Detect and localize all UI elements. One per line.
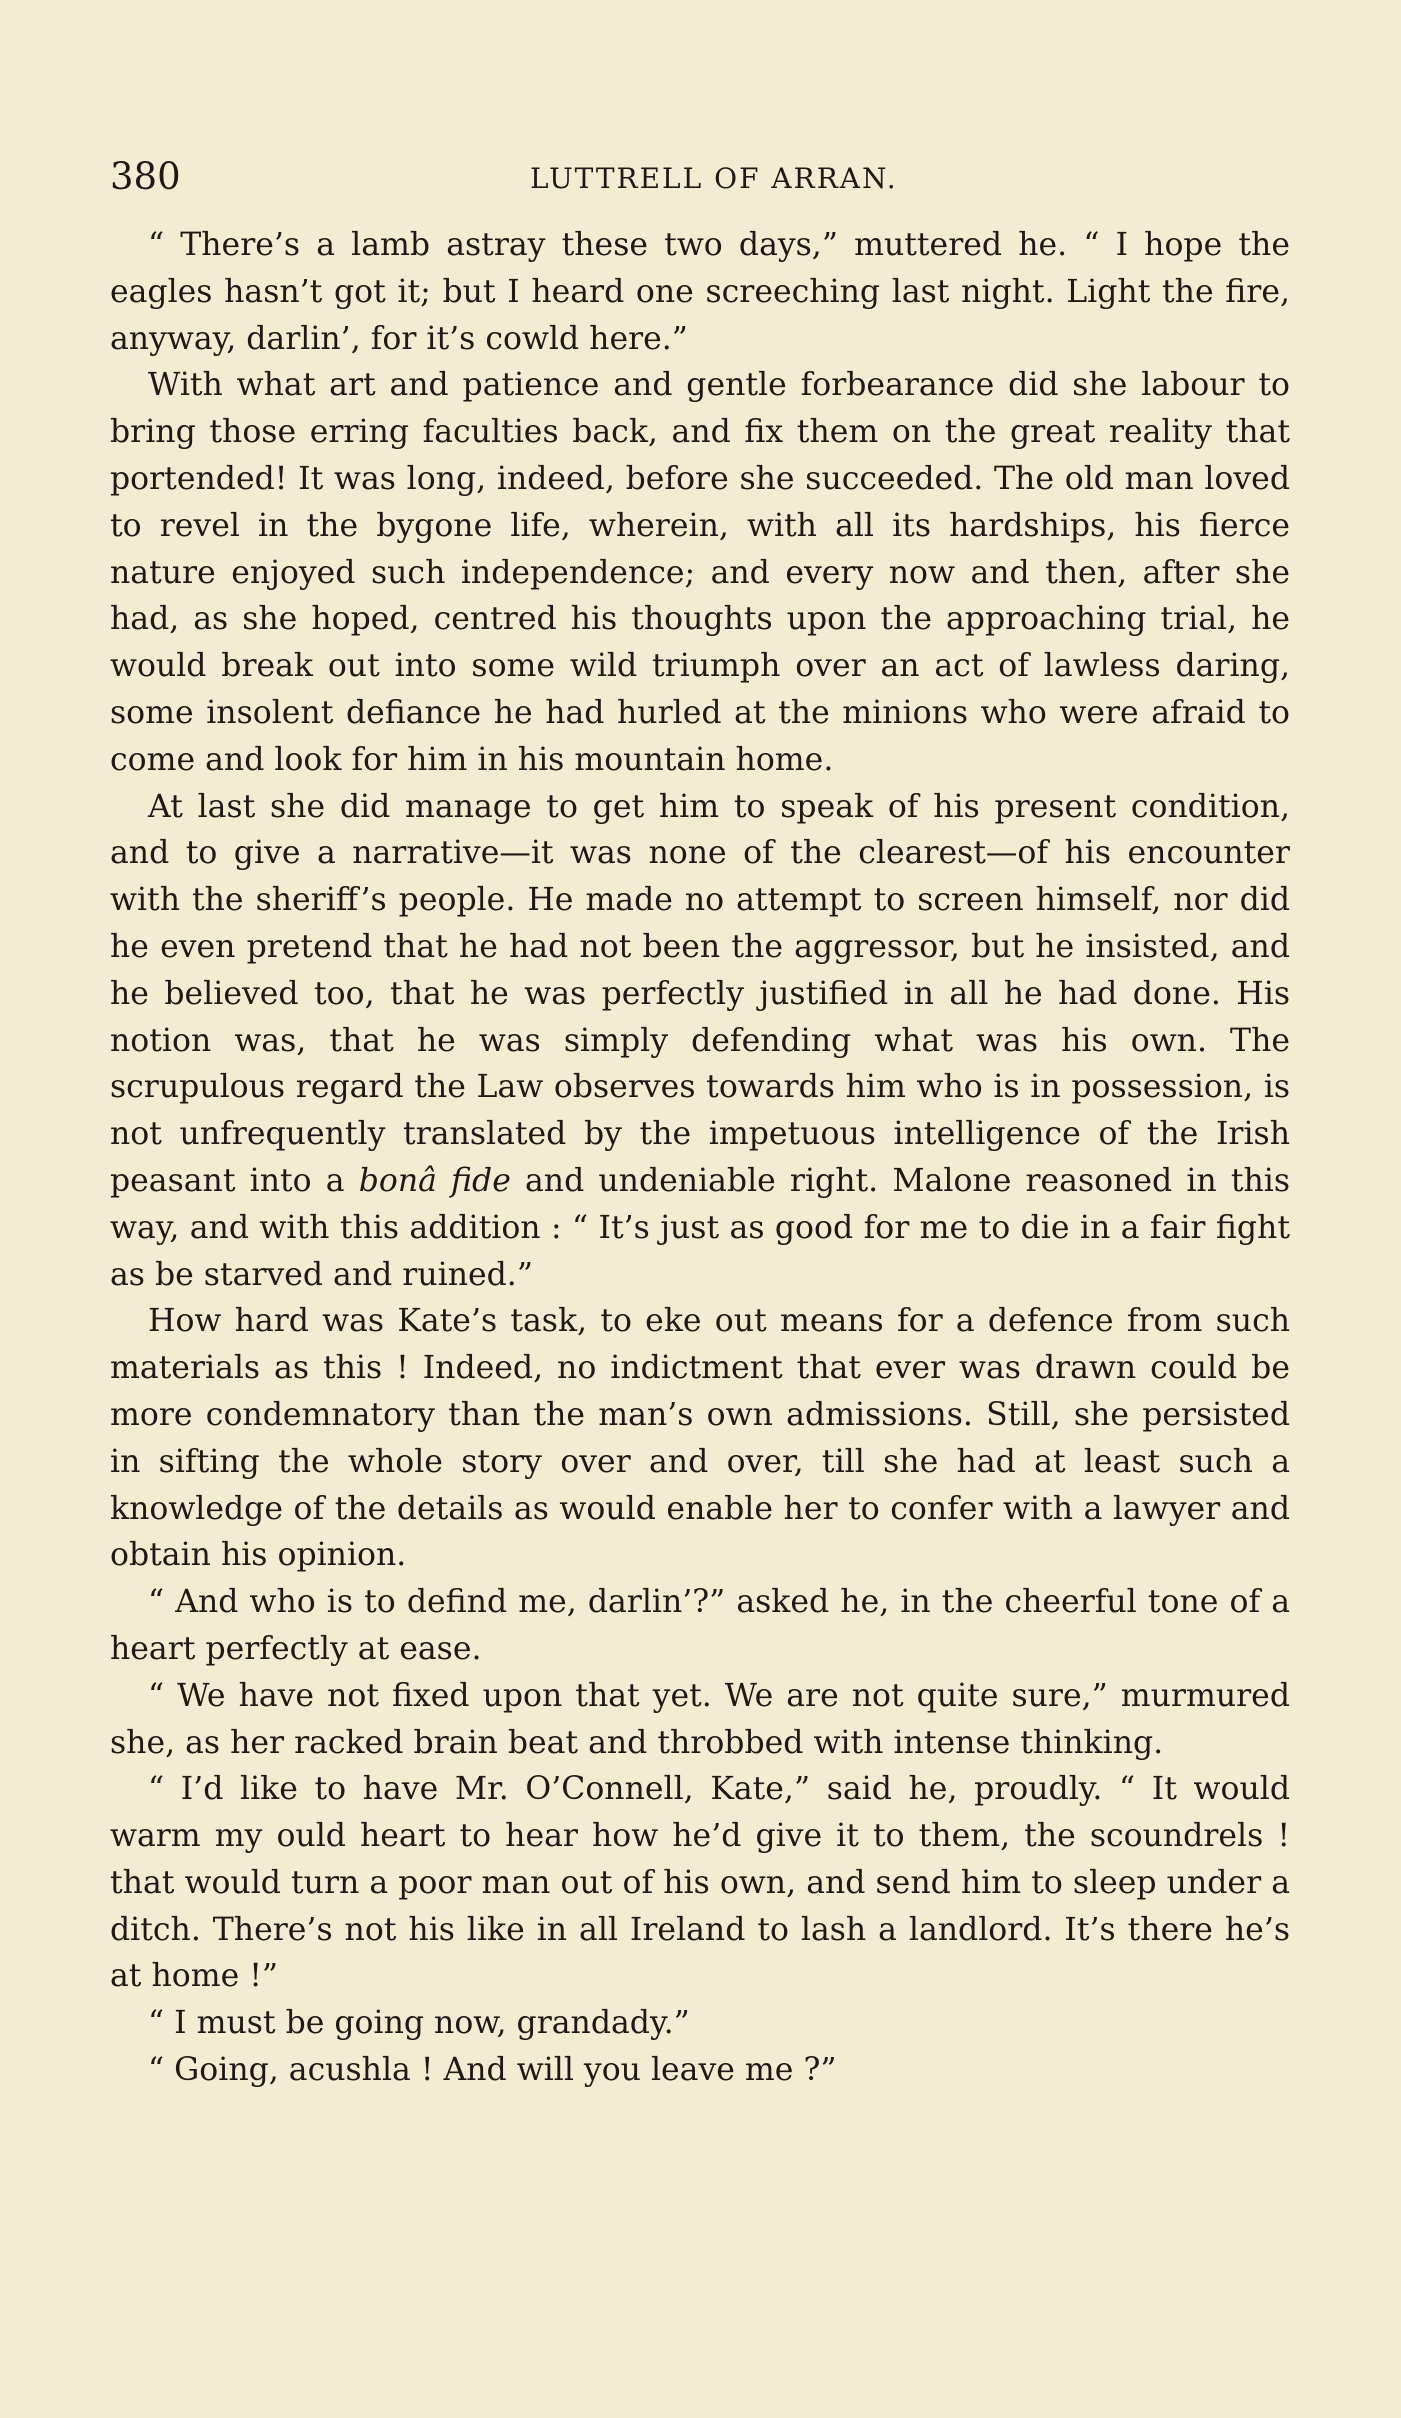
paragraph: “ There’s a lamb astray these two days,” muttered he. “ I hope the eagles hasn’t got it; but I heard one screeching last night. Light the fire, anyway, darlin’, for it’s cowld here.” — [110, 227, 1290, 357]
paragraph — [110, 784, 1290, 1299]
paragraph-text: and undeniable right. Malone reasoned in this way, and with this addition : “ It’s just as good for me to die in a fair fight as be starved and ruined.” — [110, 1162, 1291, 1293]
paragraph-text: At last she did manage to get him to speak of his present condition, and to give a narrative—it was none of the clearest—of his encounter with the sheriff’s people. He made no attempt to screen himself, nor did he even pretend that he had not been the aggressor, but he insisted, and he believed too, that he was perfectly justified in all he had done. His notion was, that he was simply defending what was his own. The scrupulous regard the Law observes towards him who is in possession, is not unfrequently translated by the impetuous intelligence of the Irish peasant into a — [110, 788, 1290, 1199]
paragraph: “ I’d like to have Mr. O’Connell, Kate,” said he, proudly. “ It would warm my ould heart to hear how he’d give it to them, the scoundrels ! that would turn a poor man out of his own, and send him to sleep under a ditch. There’s not his like in all Ireland to lash a landlord. It’s there he’s at home !” — [110, 1771, 1290, 1995]
paragraph: “ And who is to defind me, darlin’?” asked he, in the cheerful tone of a heart perfectly at ease. — [110, 1584, 1290, 1667]
paragraph: “ We have not fixed upon that yet. We are not quite sure,” murmured she, as her racked brain beat and throbbed with intense thinking. — [110, 1677, 1290, 1761]
page-number: 380 — [110, 155, 181, 198]
running-head — [110, 152, 1290, 202]
paragraph: With what art and patience and gentle forbearance did she labour to bring those erring faculties back, and fix them on the great reality that portended! It was long, indeed, before she succeeded. The old man loved to revel in the bygone life, wherein, with all its hardships, his fierce nature enjoyed such independence; and every now and then, after she had, as she hoped, centred his thoughts upon the approaching trial, he would break out into some wild triumph over an act of lawless daring, some insolent defiance he had hurled at the minions who were afraid to come and look for him in his mountain home. — [110, 367, 1290, 778]
paragraph: How hard was Kate’s task, to eke out means for a defence from such materials as this ! Indeed, no indictment that ever was drawn could be more condemnatory than the man’s own admissions. Still, she persisted in sifting the whole story over and over, till she had at least such a knowledge of the details as would enable her to confer with a lawyer and obtain his opinion. — [110, 1303, 1290, 1574]
body-text — [110, 222, 1290, 2094]
italic-phrase: bonâ fide — [358, 1162, 511, 1199]
running-title: LUTTRELL OF ARRAN. — [530, 162, 898, 195]
paragraph: “ Going, acushla ! And will you leave me ?” — [148, 2052, 837, 2089]
paragraph: “ I must be going now, grandady.” — [148, 2005, 690, 2042]
